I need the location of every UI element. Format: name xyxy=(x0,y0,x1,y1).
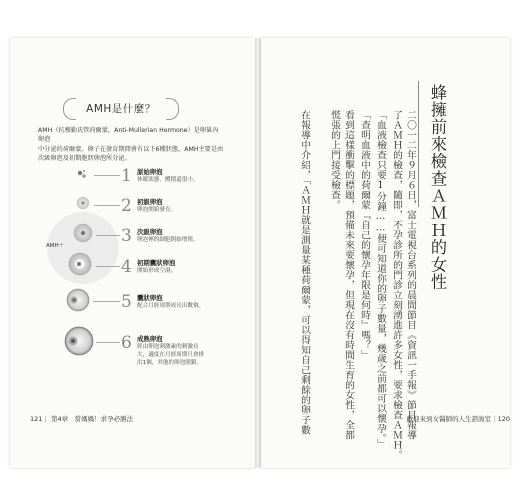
stage-desc-line: 經由卵泡刺激素的刺激長 xyxy=(137,344,199,350)
early-antral-follicle xyxy=(69,253,91,275)
body-column: 「血液檢查只要1分鐘……便可知道你的卵子數量，幾歲之前都可以懷孕。」 xyxy=(375,110,386,449)
chapter-heading: 蜂擁前來檢查ＡＭＨ的女性 xyxy=(428,84,447,291)
body-column: 慌張的上門接受檢查。 xyxy=(329,110,340,210)
stage-connector xyxy=(96,342,120,343)
stage-title: 原始卵泡 xyxy=(137,168,163,176)
stage-title: 成熟卵泡 xyxy=(137,335,163,343)
stage-desc xyxy=(137,267,213,275)
stage-number: 6 xyxy=(121,333,132,353)
stage-desc xyxy=(137,236,213,244)
body-column: 「查明血液中的荷爾蒙『自己的懷孕年限是何時』嗎？」 xyxy=(359,110,370,360)
stage-desc-line: 大，適度在月經周期只會排 xyxy=(137,352,205,359)
left-page-footer: 121｜ 第4章 當媽媽！求孕必勝法 xyxy=(30,415,134,423)
stage-desc-line: 卵泡開始發育。 xyxy=(137,207,177,213)
stage-desc-line: 配合月經周期成長出數個。 xyxy=(137,303,205,309)
stage-desc-line: 休眠狀態，體積還很小。 xyxy=(137,177,199,183)
stage-desc-line: 出1個，其他的卵泡閉鎖。 xyxy=(137,360,203,367)
intro-line: AMH（抗穆勒氏管荷爾蒙，Anti-Mullerian Hormone）是卵巢內卵泡 xyxy=(38,127,219,144)
heading-rule xyxy=(418,81,419,207)
stage-title: 初級卵泡 xyxy=(137,198,163,206)
body-column: 在報導中介紹，「ＡＭＨ就是測量某種荷爾蒙，可以得知自己剩餘的卵子數 xyxy=(299,110,310,436)
right-page-footer: 歡迎來到女醫師的人生諮詢室｜120 xyxy=(406,415,510,423)
stage-connector xyxy=(96,266,120,267)
body-column: 了ＡＭＨ的檢查，隨即，不孕診所的門診立刻湧進許多女性，要求檢查ＡＭＨ。 xyxy=(391,110,402,460)
stage-connector xyxy=(93,301,120,302)
stage-desc xyxy=(137,343,213,368)
stage-desc-line: 卵泡裡的細胞開始增殖。 xyxy=(137,237,199,243)
stage-title: 初期囊狀卵泡 xyxy=(137,259,176,267)
primordial-follicle xyxy=(78,170,86,178)
body-column: 看到這樣衝擊的標題，預備未來要懷孕，但現在沒有時間生育的女性，全都 xyxy=(343,110,354,440)
stage-number: 5 xyxy=(121,292,132,312)
stage-desc xyxy=(137,176,213,184)
stage-desc xyxy=(137,302,213,310)
primary-follicle xyxy=(77,197,89,209)
body-column: 二〇一二年９月６日，富士電視台系列的晨間節目《資訊一手報》節目報導 xyxy=(405,110,416,440)
section-title: AMH是什麼？ xyxy=(86,103,156,115)
intro-line: 中分泌的荷爾蒙。卵子在發育期間會有以下6種狀態，AMH主要是由 xyxy=(38,145,224,153)
stage-number: 4 xyxy=(121,257,132,277)
stage-title: 囊狀卵泡 xyxy=(137,294,163,302)
mature-follicle xyxy=(65,327,93,355)
stage-title: 次級卵泡 xyxy=(137,228,163,236)
stage-desc xyxy=(137,206,213,214)
stage-connector xyxy=(94,205,120,206)
stage-number: 3 xyxy=(121,226,132,246)
antral-follicle xyxy=(67,289,89,311)
intro-line: 次級卵泡及初期胞狀卵泡所分泌。 xyxy=(38,155,131,163)
stage-number: 2 xyxy=(121,196,132,216)
stage-number: 1 xyxy=(121,166,132,186)
secondary-follicle xyxy=(74,224,92,242)
stage-connector xyxy=(96,235,120,236)
stage-connector xyxy=(94,175,120,176)
stage-desc-line: 開始形成空洞。 xyxy=(137,268,177,274)
amh-label: AMH＋ xyxy=(46,243,65,249)
